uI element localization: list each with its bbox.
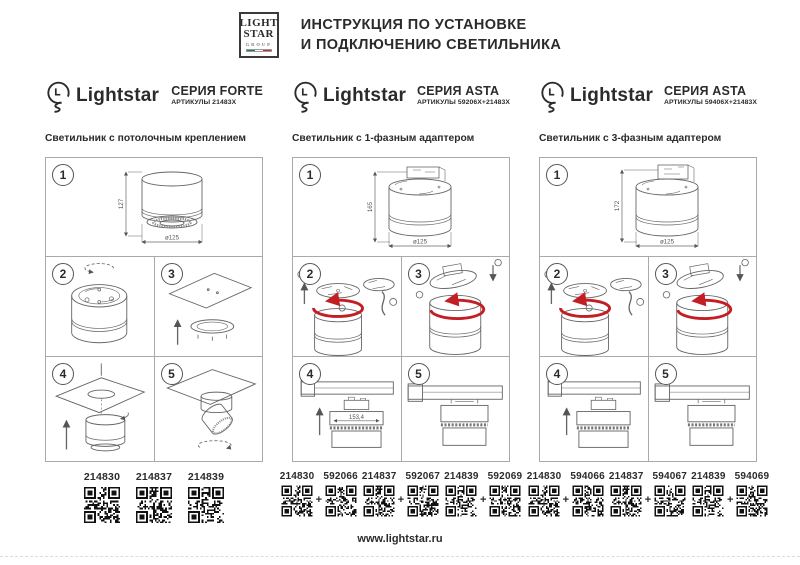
column-subtitle: Светильник с 3-фазным адаптером [539, 133, 722, 144]
qr-item [83, 471, 121, 524]
qr-code [445, 485, 477, 517]
column-asta-3phase [526, 76, 770, 517]
column-forte [45, 76, 263, 524]
instruction-panels [45, 157, 263, 462]
qr-code [363, 485, 395, 517]
logo-text: LIGHT [239, 17, 279, 29]
step-number: 1 [299, 164, 321, 186]
step-panel-2 [293, 257, 401, 356]
step-number: 3 [408, 263, 430, 285]
qr-code [281, 485, 313, 517]
step-panel-1 [540, 158, 756, 256]
dim-height: 165 [367, 201, 374, 213]
step-number: 5 [161, 363, 183, 385]
column-asta-1phase [279, 76, 523, 517]
dim-diameter: ø125 [659, 238, 675, 246]
lightstar-group-logo [239, 12, 279, 58]
qr-pair [527, 471, 605, 517]
article-number: 214839 [691, 471, 726, 482]
lightstar-logo [292, 80, 406, 113]
article-number: 592067 [405, 471, 441, 482]
qr-item [323, 471, 358, 517]
column-header [45, 76, 263, 116]
series-articles: АРТИКУЛЫ 59206Х+21483Х [416, 98, 510, 106]
column-header [539, 76, 757, 116]
instruction-panels [292, 157, 510, 462]
article-number: 594066 [570, 471, 605, 482]
plus-sign: + [315, 494, 323, 506]
plus-sign: + [479, 494, 487, 506]
step-number: 5 [408, 363, 430, 385]
series-block [664, 85, 757, 106]
series-articles: АРТИКУЛЫ 21483Х [171, 98, 237, 106]
lightstar-bulb-icon [292, 80, 319, 113]
article-number: 214837 [361, 471, 397, 482]
italian-flag-stripe [246, 49, 272, 53]
step-number: 4 [546, 363, 568, 385]
series-articles: АРТИКУЛЫ 59406Х+21483Х [663, 98, 757, 106]
qr-item [653, 471, 688, 517]
qr-pair [444, 471, 522, 517]
brand-wordmark: Lightstar [323, 85, 407, 106]
logo-text: GROUP [245, 41, 272, 47]
dim-height: 172 [614, 200, 621, 212]
qr-group [526, 471, 770, 517]
qr-item [488, 471, 523, 517]
dim-diameter: ø125 [164, 234, 180, 242]
qr-pair [280, 471, 358, 517]
series-block [417, 85, 510, 106]
qr-code [654, 485, 686, 517]
dim-diameter: ø125 [412, 238, 428, 246]
step-panel-1 [46, 158, 262, 256]
column-subtitle: Светильник с потолочным креплением [45, 133, 246, 144]
article-number: 594067 [652, 471, 688, 482]
step-number: 4 [299, 363, 321, 385]
qr-item [444, 471, 479, 517]
qr-code [407, 485, 439, 517]
step-panel-4 [46, 357, 154, 461]
series-block [171, 85, 263, 106]
qr-item [406, 471, 441, 517]
step-number: 3 [161, 263, 183, 285]
dim-height: 127 [118, 198, 125, 210]
step-panel-5 [649, 357, 757, 461]
qr-item [691, 471, 726, 517]
step-panel-5 [402, 357, 510, 461]
article-number: 214830 [279, 471, 315, 482]
qr-code [325, 485, 357, 517]
qr-item [135, 471, 173, 524]
plus-sign: + [562, 494, 570, 506]
qr-code [572, 485, 604, 517]
plus-sign: + [644, 494, 652, 506]
instruction-panels [539, 157, 757, 462]
qr-code [83, 486, 121, 524]
qr-pair [609, 471, 687, 517]
cut-line [0, 556, 800, 557]
step-number: 2 [299, 263, 321, 285]
step-number: 2 [52, 263, 74, 285]
series-title: СЕРИЯ ASTA [663, 84, 747, 99]
page-header [0, 12, 800, 58]
column-subtitle: Светильник с 1-фазным адаптером [292, 133, 475, 144]
dim-track-width: 153,4 [349, 415, 364, 422]
diagram-fixture-dimensions [293, 158, 509, 256]
step-number: 4 [52, 363, 74, 385]
plus-sign: + [726, 494, 734, 506]
qr-item [187, 471, 225, 524]
lightstar-logo [45, 80, 159, 113]
step-panel-5 [155, 357, 263, 461]
qr-pair [362, 471, 440, 517]
column-header [292, 76, 510, 116]
qr-item [735, 471, 770, 517]
article-number: 214839 [187, 471, 225, 483]
step-number: 1 [52, 164, 74, 186]
qr-group [279, 471, 523, 517]
step-panel-2 [46, 257, 154, 356]
lightstar-bulb-icon [45, 80, 72, 113]
diagram-fixture-dimensions [46, 158, 262, 256]
step-panel-2 [540, 257, 648, 356]
series-title: СЕРИЯ FORTE [171, 84, 263, 99]
step-number: 1 [546, 164, 568, 186]
brand-wordmark: Lightstar [570, 85, 654, 106]
qr-code [692, 485, 724, 517]
article-number: 214839 [444, 471, 479, 482]
article-number: 214830 [526, 471, 562, 482]
brand-wordmark: Lightstar [76, 85, 160, 106]
document-title: ИНСТРУКЦИЯ ПО УСТАНОВКЕ И ПОДКЛЮЧЕНИЮ СВЕТИЛЬНИКА [300, 17, 562, 53]
qr-code [528, 485, 560, 517]
qr-item [609, 471, 644, 517]
article-number: 592069 [487, 471, 523, 482]
logo-text: STAR [243, 28, 274, 40]
diagram-fixture-dimensions [540, 158, 756, 256]
step-number: 5 [655, 363, 677, 385]
step-number: 3 [655, 263, 677, 285]
qr-code [610, 485, 642, 517]
article-number: 592066 [323, 471, 358, 482]
qr-item [570, 471, 605, 517]
qr-code [736, 485, 768, 517]
qr-item [527, 471, 562, 517]
step-panel-3 [402, 257, 510, 356]
plus-sign: + [397, 494, 405, 506]
step-panel-4 [540, 357, 648, 461]
lightstar-logo [539, 80, 653, 113]
qr-code [135, 486, 173, 524]
step-panel-3 [155, 257, 263, 356]
article-number: 214837 [608, 471, 644, 482]
step-number: 2 [546, 263, 568, 285]
step-panel-1 [293, 158, 509, 256]
website-url: www.lightstar.ru [357, 533, 443, 545]
article-number: 594069 [734, 471, 770, 482]
step-panel-4 [293, 357, 401, 461]
lightstar-bulb-icon [539, 80, 566, 113]
qr-pair [691, 471, 769, 517]
series-title: СЕРИЯ ASTA [416, 84, 500, 99]
step-panel-3 [649, 257, 757, 356]
qr-item [362, 471, 397, 517]
qr-group [45, 471, 263, 524]
qr-item [280, 471, 315, 517]
article-number: 214837 [135, 471, 173, 483]
qr-code [187, 486, 225, 524]
qr-code [489, 485, 521, 517]
article-number: 214830 [83, 471, 121, 483]
